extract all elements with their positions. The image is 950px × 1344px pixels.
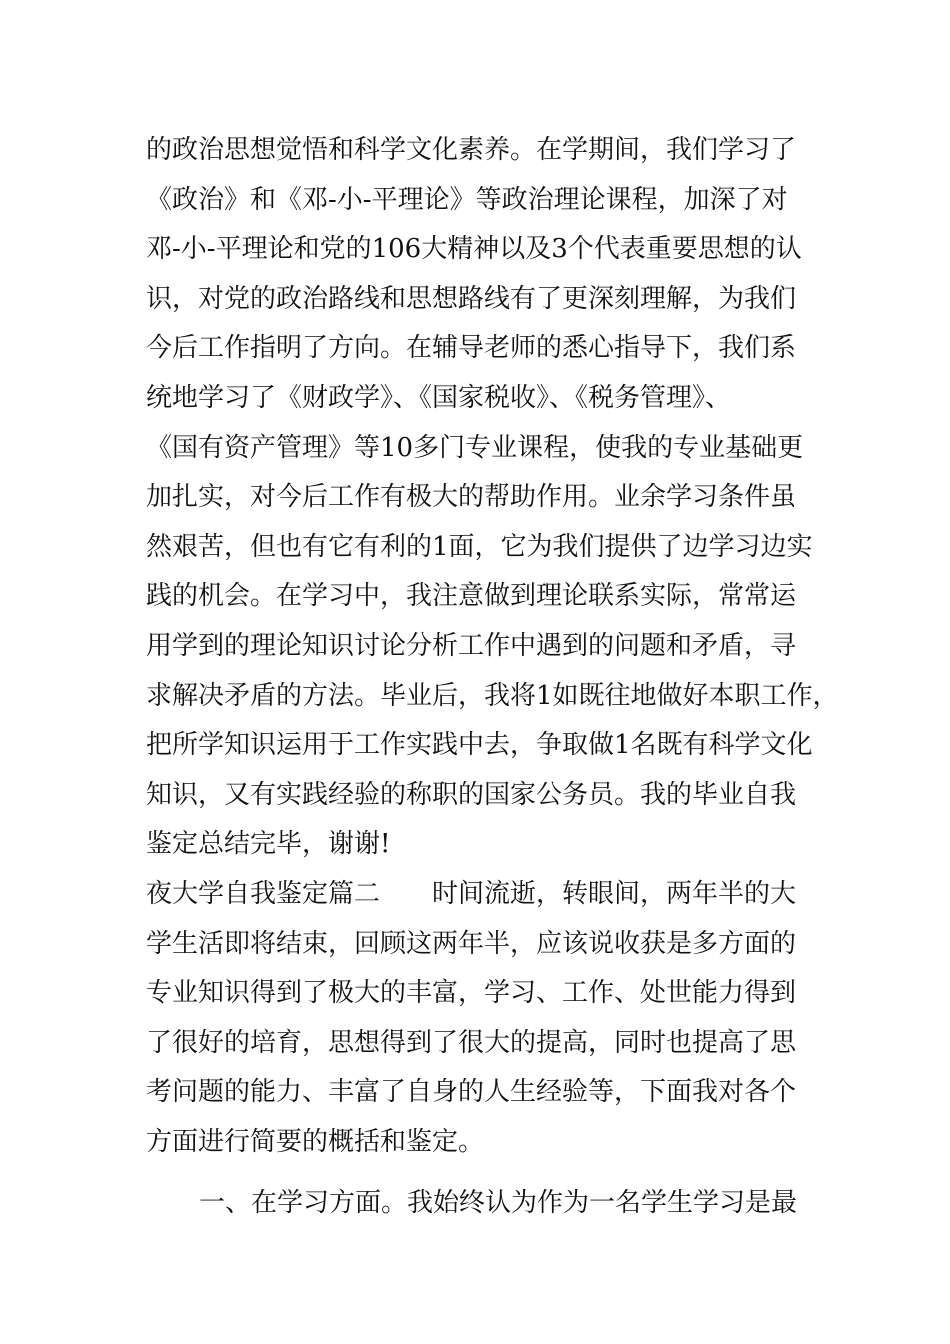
text-line: 《政治》和《邓-小-平理论》等政治理论课程，加深了对 — [146, 184, 788, 215]
text-line: 加扎实，对今后工作有极大的帮助作用。业余学习条件虽 — [146, 482, 797, 513]
text-line: 今后工作指明了方向。在辅导老师的悉心指导下，我们系 — [146, 333, 797, 364]
text-line: 了很好的培育，思想得到了很大的提高，同时也提高了思 — [146, 1027, 797, 1058]
text-line: 求解决矛盾的方法。毕业后，我将1如既往地做好本职工作， — [146, 680, 839, 711]
text-line: 《国有资产管理》等10多门专业课程，使我的专业基础更 — [146, 432, 804, 463]
text-line: 鉴定总结完毕，谢谢! — [146, 829, 391, 860]
text-line: 方面进行简要的概括和鉴定。 — [146, 1126, 485, 1157]
text-line: 邓-小-平理论和党的106大精神以及3个代表重要思想的认 — [146, 234, 802, 265]
text-line: 的政治思想觉悟和科学文化素养。在学期间，我们学习了 — [146, 135, 797, 165]
text-line: 专业知识得到了极大的丰富，学习、工作、处世能力得到 — [146, 978, 797, 1009]
text-line: 识，对党的政治路线和思想路线有了更深刻理解，为我们 — [146, 283, 797, 314]
section-heading-line: 夜大学自我鉴定篇二 时间流逝，转眼间，两年半的大 — [146, 878, 797, 909]
text-line: 用学到的理论知识讨论分析工作中遇到的问题和矛盾，寻 — [146, 630, 797, 661]
text-line: 然艰苦，但也有它有利的1面，它为我们提供了边学习边实 — [146, 531, 813, 562]
text-line: 践的机会。在学习中，我注意做到理论联系实际，常常运 — [146, 581, 797, 612]
text-line: 统地学习了《财政学》、《国家税收》、《税务管理》、 — [146, 382, 732, 413]
text-line: 学生活即将结束，回顾这两年半，应该说收获是多方面的 — [146, 928, 797, 959]
document-body — [146, 126, 839, 1229]
text-line: 知识，又有实践经验的称职的国家公务员。我的毕业自我 — [146, 779, 797, 810]
text-line: 考问题的能力、丰富了自身的人生经验等，下面我对各个 — [146, 1077, 797, 1108]
text-line: 把所学知识运用于工作实践中去，争取做1名既有科学文化 — [146, 730, 813, 761]
indented-paragraph-line: 一、在学习方面。我始终认为作为一名学生学习是最 — [199, 1188, 798, 1219]
